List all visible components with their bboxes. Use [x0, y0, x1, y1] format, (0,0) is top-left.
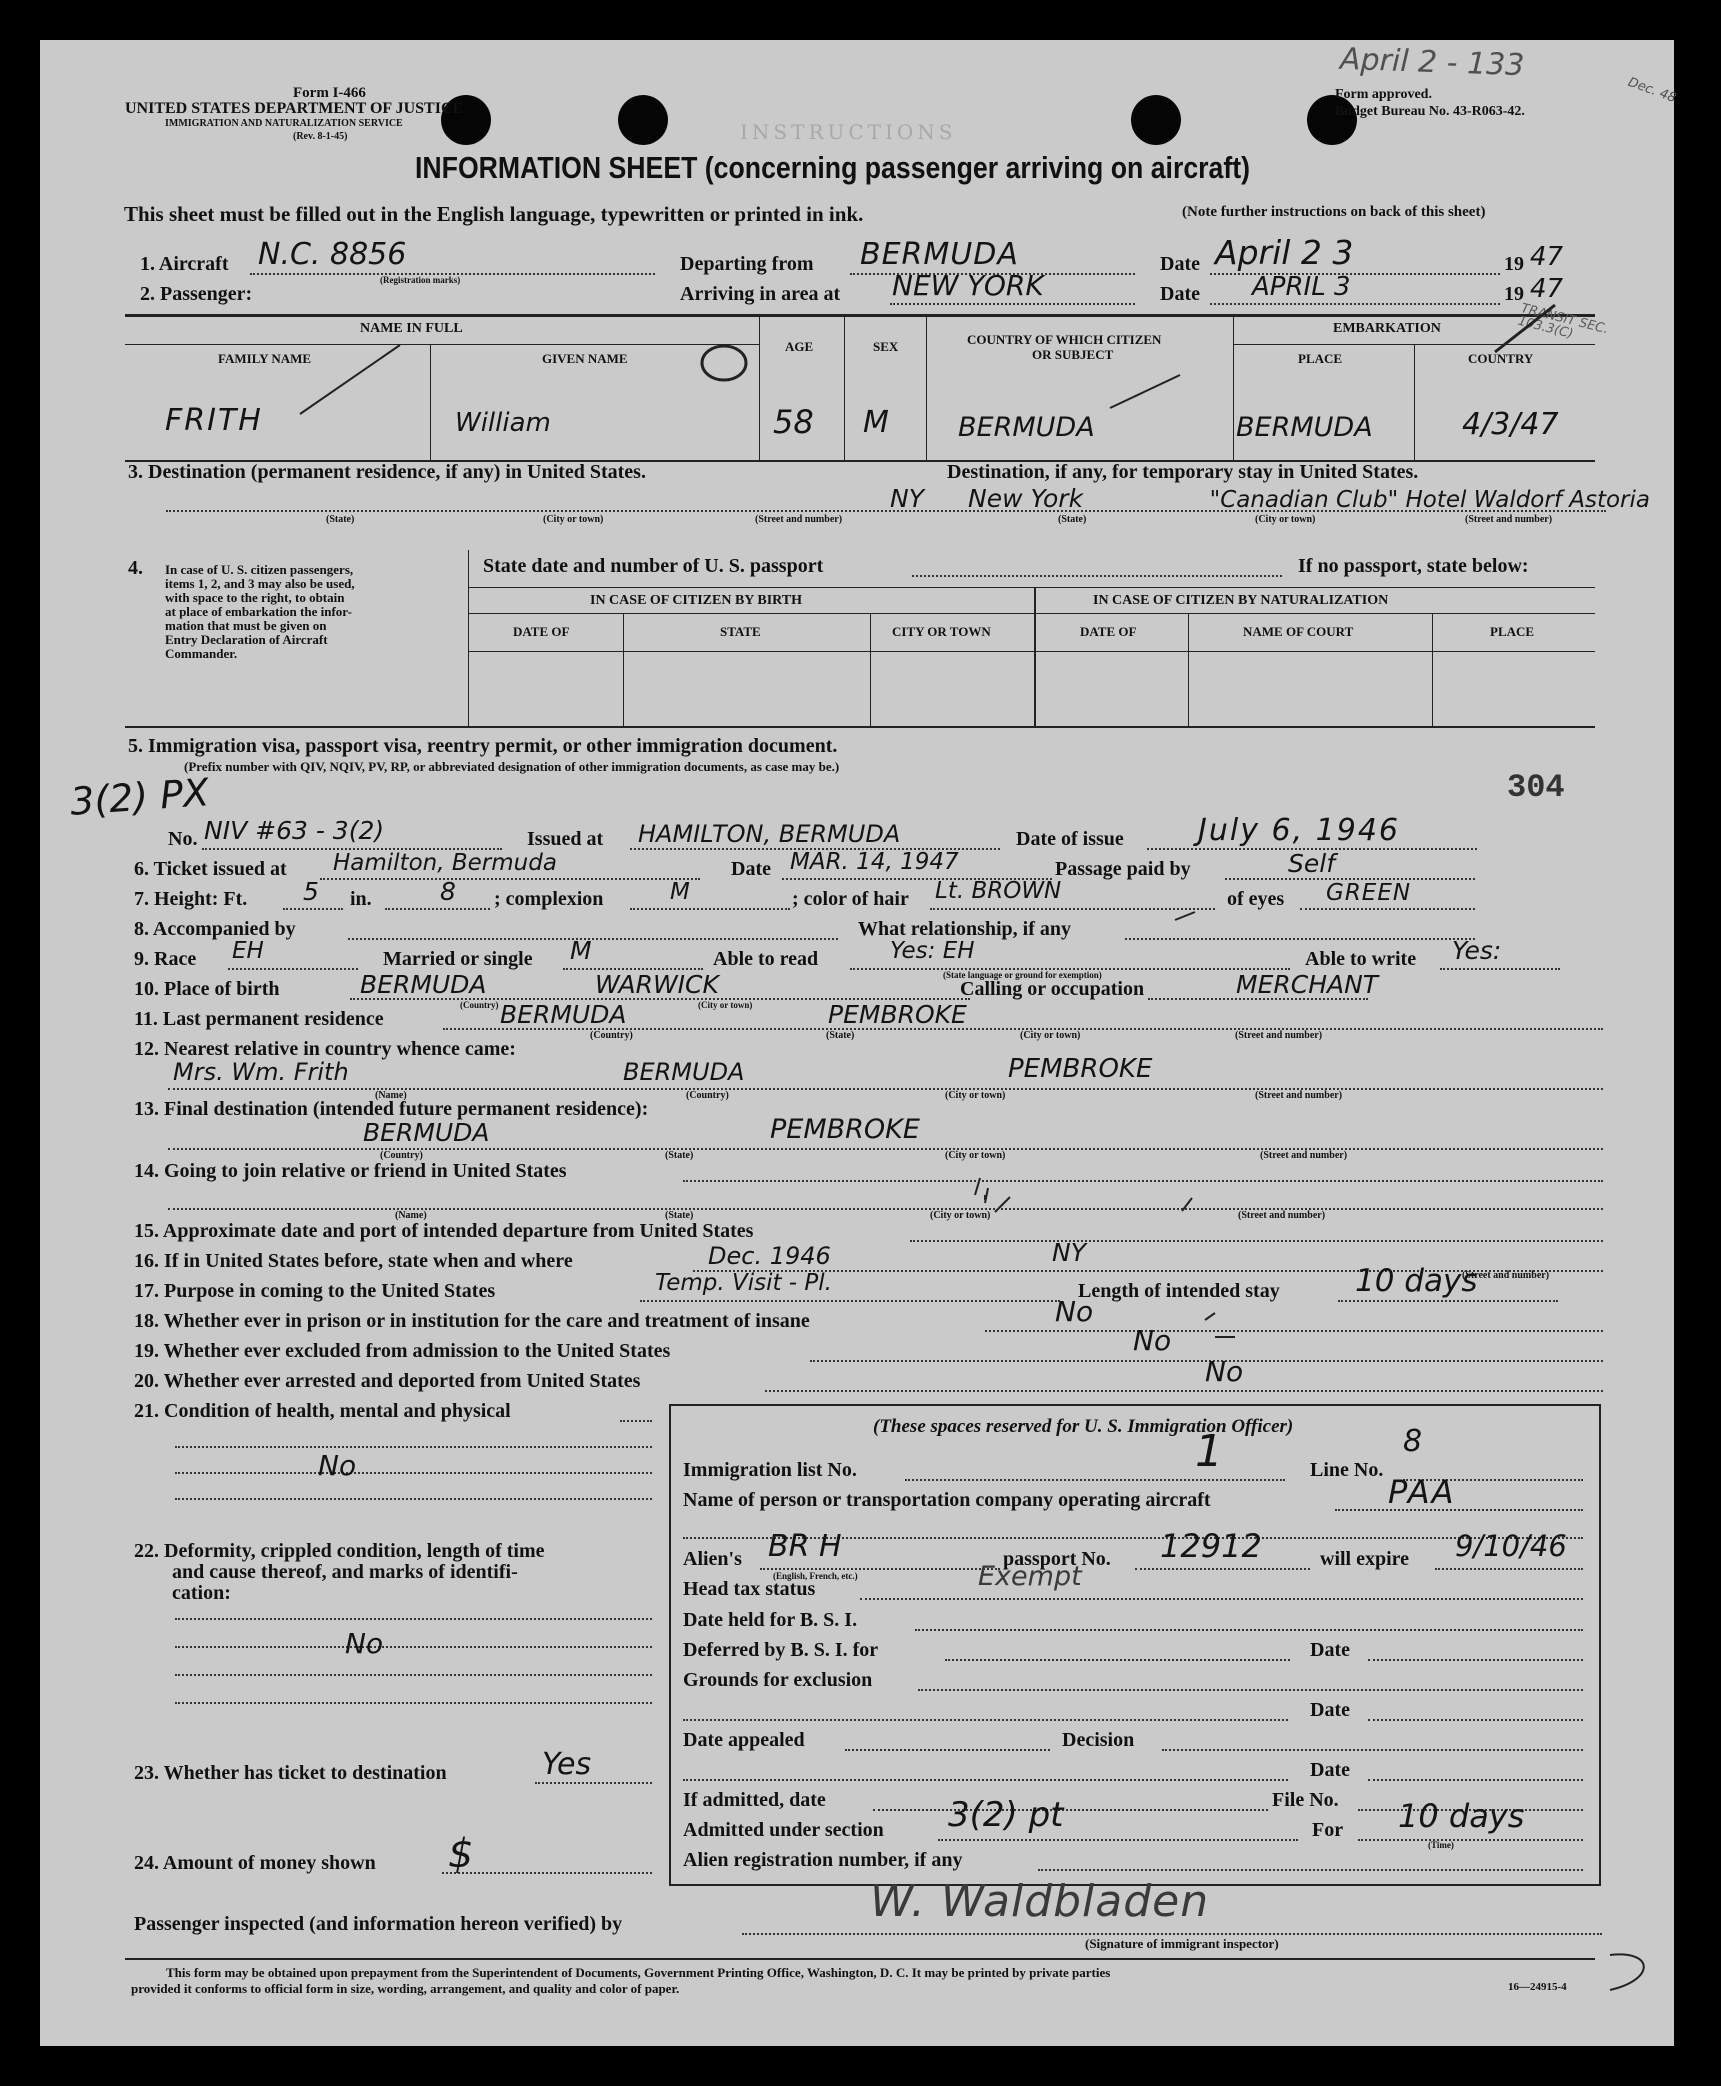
hdr-emb-date: COUNTRY: [1468, 351, 1534, 366]
hdr-country: COUNTRY OF WHICH CITIZEN: [967, 332, 1162, 347]
form-number: Form I-466: [293, 85, 366, 101]
hw-ticket-date[interactable]: MAR. 14, 1947: [790, 849, 959, 875]
label-year1: 19: [1504, 253, 1524, 275]
form-approved: Form approved.: [1335, 87, 1432, 102]
label-final-dest: 13. Final destination (intended future permanent residence):: [134, 1098, 649, 1120]
hw-rel-city[interactable]: PEMBROKE: [1008, 1054, 1153, 1084]
label-street: (Street and number): [1462, 1270, 1550, 1281]
hdr-citizen-birth: IN CASE OF CITIZEN BY BIRTH: [590, 593, 803, 608]
label-relationship: What relationship, if any: [858, 918, 1071, 940]
hw-aircraft[interactable]: N.C. 8856: [258, 237, 407, 272]
label-passport-no: passport No.: [1003, 1548, 1111, 1570]
label-eyes: of eyes: [1227, 888, 1285, 910]
label-hair: ; color of hair: [792, 888, 909, 910]
hdr-embark: EMBARKATION: [1333, 321, 1441, 336]
label-line-no: Line No.: [1310, 1459, 1384, 1481]
label-state: (State): [326, 514, 355, 525]
label-inspected: Passenger inspected (and information hereon verified) by: [134, 1913, 623, 1935]
hw-eyes[interactable]: GREEN: [1326, 880, 1412, 906]
label-ticket-date: Date: [731, 858, 771, 880]
hdr-state: STATE: [720, 624, 761, 639]
label-city: (City or town): [945, 1150, 1006, 1161]
print-number: 16—24915-4: [1508, 1981, 1567, 1993]
label-deformity: 22. Deformity, crippled condition, length of time and cause thereof, and marks of identifi- cation:: [134, 1540, 545, 1604]
label-name: (Name): [395, 1210, 427, 1221]
form-title: INFORMATION SHEET (concerning passenger arriving on aircraft): [415, 150, 1250, 185]
label-country: (Country): [590, 1030, 633, 1041]
hw-line-no[interactable]: 8: [1403, 1424, 1423, 1459]
label-date1: Date: [1160, 253, 1200, 275]
hw-doc-no[interactable]: NIV #63 - 3(2): [204, 816, 385, 845]
hw-emb-date[interactable]: 4/3/47: [1462, 407, 1559, 442]
hw-citizen[interactable]: BERMUDA: [958, 412, 1095, 443]
label-date-issue: Date of issue: [1016, 828, 1124, 850]
hw-emb-place[interactable]: BERMUDA: [1236, 412, 1373, 443]
label-grounds: Grounds for exclusion: [683, 1669, 873, 1691]
label-grounds-date: Date: [1310, 1699, 1350, 1721]
label-state: (State): [1058, 514, 1087, 525]
label-join: 14. Going to join relative or friend in United States: [134, 1160, 567, 1182]
officer-box-title: (These spaces reserved for U. S. Immigration Officer): [873, 1416, 1294, 1437]
hw-birth-city[interactable]: WARWICK: [595, 970, 719, 999]
label-expire: will expire: [1320, 1548, 1410, 1570]
hdr-date-of: DATE OF: [1080, 624, 1137, 639]
label-for: For: [1312, 1819, 1344, 1841]
label-purpose: 17. Purpose in coming to the United States: [134, 1280, 496, 1302]
hw-corner-note: Dec. 48: [1625, 74, 1679, 107]
hdr-place: PLACE: [1490, 624, 1535, 639]
hw-purpose[interactable]: Temp. Visit - Pl.: [655, 1270, 832, 1296]
label-departure: 15. Approximate date and port of intended departure from United States: [134, 1220, 754, 1242]
label-last-res: 11. Last permanent residence: [134, 1008, 384, 1030]
label-signature: (Signature of immigrant inspector): [1085, 1936, 1279, 1951]
hw-expire[interactable]: 9/10/46: [1455, 1529, 1567, 1563]
hw-excluded[interactable]: No: [1133, 1324, 1172, 1357]
hw-for-time[interactable]: 10 days: [1398, 1797, 1525, 1835]
label-street: (Street and number): [1465, 514, 1553, 525]
label-stay: Length of intended stay: [1078, 1280, 1280, 1302]
label-decision: Decision: [1062, 1729, 1135, 1751]
label-time: (Time): [1428, 1840, 1454, 1850]
label-appealed: Date appealed: [683, 1729, 805, 1751]
budget-bureau: Budget Bureau No. 43-R063-42.: [1335, 104, 1525, 119]
hw-ticket-dest[interactable]: Yes: [542, 1747, 592, 1782]
hdr-given: GIVEN NAME: [542, 351, 628, 366]
hw-money[interactable]: $: [448, 1831, 474, 1877]
label-head-tax: Head tax status: [683, 1578, 816, 1600]
hw-before[interactable]: Dec. 1946: [708, 1242, 831, 1270]
label-alien: Alien's: [683, 1548, 742, 1570]
hw-final-city[interactable]: PEMBROKE: [770, 1114, 920, 1145]
hw-date1[interactable]: April 2 3: [1215, 233, 1354, 272]
label-married: Married or single: [383, 948, 533, 970]
hw-married[interactable]: M: [570, 936, 592, 965]
label-city: (City or town): [543, 514, 604, 525]
label-company: Name of person or transportation company operating aircraft: [683, 1489, 1211, 1511]
stamp-304: 304: [1507, 769, 1565, 806]
hw-date2[interactable]: APRIL 3: [1252, 272, 1351, 302]
label-state: (State): [665, 1210, 694, 1221]
label-arrested: 20. Whether ever arrested and deported from United States: [134, 1370, 641, 1392]
hw-depart[interactable]: BERMUDA: [860, 237, 1019, 272]
hw-passport-no[interactable]: 12912: [1160, 1527, 1262, 1565]
label-no: No.: [168, 828, 198, 850]
hdr-citizen-nat: IN CASE OF CITIZEN BY NATURALIZATION: [1093, 593, 1389, 608]
label-ticket: 6. Ticket issued at: [134, 858, 287, 880]
hw-age[interactable]: 58: [773, 403, 814, 441]
label-paid-by: Passage paid by: [1055, 858, 1191, 880]
label-passenger: 2. Passenger:: [140, 283, 253, 305]
label-street: (Street and number): [1238, 1210, 1326, 1221]
label-read: Able to read: [713, 948, 819, 970]
label-occupation: Calling or occupation: [960, 978, 1145, 1000]
hw-ticket-at[interactable]: Hamilton, Bermuda: [333, 850, 557, 876]
hdr-name-full: NAME IN FULL: [360, 321, 463, 336]
label-date2: Date: [1160, 283, 1200, 305]
label-city: (City or town): [945, 1090, 1006, 1101]
note: (Note further instructions on back of this sheet): [1182, 204, 1486, 220]
hw-head-tax[interactable]: Exempt: [978, 1561, 1082, 1592]
label-4-block: In case of U. S. citizen passengers, items 1, 2, and 3 may also be used, with space to the right, to obtain at place of embarkation the infor- mation that must be given on Entry Declaration of Aircraft Commander.: [165, 562, 355, 661]
label-appealed-date: Date: [1310, 1759, 1350, 1781]
label-5b: (Prefix number with QIV, NQIV, PV, RP, or abbreviated designation of other immigration documents, as case may be.): [184, 759, 840, 774]
hw-sex[interactable]: M: [863, 405, 889, 440]
hw-arrested[interactable]: No: [1205, 1355, 1244, 1388]
label-section: Admitted under section: [683, 1819, 884, 1841]
label-country: (Country): [380, 1150, 423, 1161]
instructions: This sheet must be filled out in the English language, typewritten or printed in ink.: [124, 202, 864, 226]
label-city: (City or town): [1255, 514, 1316, 525]
hdr-subject: OR SUBJECT: [1032, 347, 1114, 362]
service: IMMIGRATION AND NATURALIZATION SERVICE: [165, 118, 403, 129]
hw-doc-issued[interactable]: HAMILTON, BERMUDA: [638, 820, 901, 848]
label-excluded: 19. Whether ever excluded from admission to the United States: [134, 1340, 671, 1362]
hw-doc-date[interactable]: July 6, 1946: [1198, 813, 1400, 848]
label-reg: (Registration marks): [380, 275, 461, 285]
hw-temp-state[interactable]: NY: [890, 484, 924, 513]
label-state: (State): [826, 1030, 855, 1041]
hw-health[interactable]: No: [318, 1449, 357, 1482]
hw-given[interactable]: William: [455, 408, 551, 438]
hw-margin-note: 3(2) PX: [68, 770, 211, 824]
label-deferred: Deferred by B. S. I. for: [683, 1639, 879, 1661]
hw-write[interactable]: Yes:: [1452, 936, 1502, 965]
label-eng: (English, French, etc.): [773, 1571, 858, 1581]
label-country: (Country): [686, 1090, 729, 1101]
label-list-no: Immigration list No.: [683, 1459, 857, 1481]
hw-signature: W. Waldbladen: [870, 1876, 1210, 1927]
hw-top-note: April 2 - 133: [1339, 41, 1525, 84]
hw-in[interactable]: 8: [440, 877, 456, 906]
hw-before-where[interactable]: NY: [1052, 1238, 1086, 1267]
label-5: 5. Immigration visa, passport visa, reentry permit, or other immigration document.: [128, 735, 838, 757]
label-passport-q: State date and number of U. S. passport: [483, 555, 824, 577]
label-state: (State): [665, 1150, 694, 1161]
label-birth: 10. Place of birth: [134, 978, 280, 1000]
label-street: (Street and number): [1260, 1150, 1348, 1161]
label-city: (City or town): [930, 1210, 991, 1221]
label-country: (Country): [460, 1000, 499, 1010]
label-year2: 19: [1504, 283, 1524, 305]
hw-year1[interactable]: 47: [1530, 242, 1564, 272]
label-issued: Issued at: [527, 828, 604, 850]
label-bsi: Date held for B. S. I.: [683, 1609, 858, 1631]
hw-prison[interactable]: No: [1055, 1295, 1094, 1328]
label-arrive: Arriving in area at: [680, 283, 841, 305]
revision: (Rev. 8-1-45): [293, 131, 348, 142]
label-lang: (State language or ground for exemption): [943, 970, 1102, 980]
hw-hair[interactable]: Lt. BROWN: [935, 878, 1062, 904]
hdr-place: PLACE: [1298, 351, 1343, 366]
label-prison: 18. Whether ever in prison or in institution for the care and treatment of insane: [134, 1310, 810, 1332]
hw-list-no[interactable]: 1: [1195, 1426, 1223, 1477]
label-complexion: ; complexion: [494, 888, 604, 910]
hdr-sex: SEX: [873, 339, 899, 354]
hw-ft[interactable]: 5: [303, 877, 319, 906]
hw-last-state[interactable]: PEMBROKE: [828, 1000, 967, 1029]
hw-race[interactable]: EH: [232, 938, 264, 964]
label-aircraft: 1. Aircraft: [140, 253, 229, 275]
hw-temp-street[interactable]: "Canadian Club" Hotel Waldorf Astoria: [1209, 487, 1650, 513]
bleed-through-text: INSTRUCTIONS: [740, 120, 957, 144]
hw-occupation[interactable]: MERCHANT: [1236, 970, 1379, 999]
label-race: 9. Race: [134, 948, 197, 970]
label-alien-reg: Alien registration number, if any: [683, 1849, 963, 1871]
hw-alien[interactable]: BR H: [768, 1529, 842, 1564]
transit-stamp: TRANSIT SEC. 103.3(C): [1516, 301, 1610, 342]
label-relative: 12. Nearest relative in country whence came:: [134, 1038, 516, 1060]
hw-deformity[interactable]: No: [345, 1627, 384, 1660]
hw-company[interactable]: PAA: [1388, 1473, 1456, 1511]
hw-temp-city[interactable]: New York: [968, 484, 1084, 513]
hw-stay[interactable]: 10 days: [1355, 1263, 1478, 1299]
hdr-city-town: CITY OR TOWN: [892, 624, 991, 639]
hw-section[interactable]: 3(2) pt: [948, 1795, 1064, 1835]
hw-rel-name[interactable]: Mrs. Wm. Frith: [173, 1058, 349, 1086]
label-accompanied: 8. Accompanied by: [134, 918, 296, 940]
label-height: 7. Height: Ft.: [134, 888, 248, 910]
label-no-passport: If no passport, state below:: [1298, 555, 1529, 577]
label-destination: 3. Destination (permanent residence, if any) in United States.: [128, 461, 646, 483]
label-temp-dest: Destination, if any, for temporary stay in United States.: [947, 461, 1419, 483]
label-admitted-date: If admitted, date: [683, 1789, 826, 1811]
label-write: Able to write: [1305, 948, 1417, 970]
hw-family[interactable]: FRITH: [165, 403, 263, 438]
label-money: 24. Amount of money shown: [134, 1852, 376, 1874]
hw-birth-country[interactable]: BERMUDA: [360, 970, 487, 999]
hw-year2[interactable]: 47: [1530, 274, 1564, 304]
footer-line1: This form may be obtained upon prepayment from the Superintendent of Documents, Government Printing Office, Washington, D. C. It may be printed by private parties: [166, 1965, 1111, 1980]
hw-rel-country[interactable]: BERMUDA: [623, 1058, 745, 1086]
label-street: (Street and number): [1235, 1030, 1323, 1041]
label-in: in.: [350, 888, 372, 910]
label-city: (City or town): [698, 1000, 753, 1010]
hdr-family: FAMILY NAME: [218, 351, 312, 366]
hw-last-country[interactable]: BERMUDA: [500, 1000, 627, 1029]
label-ticket-dest: 23. Whether has ticket to destination: [134, 1762, 447, 1784]
hw-read[interactable]: Yes: EH: [890, 938, 975, 964]
label-city: (City or town): [1020, 1030, 1081, 1041]
label-deferred-date: Date: [1310, 1639, 1350, 1661]
hw-arrive[interactable]: NEW YORK: [892, 269, 1044, 302]
hdr-age: AGE: [785, 339, 814, 354]
label-name: (Name): [375, 1090, 407, 1101]
label-depart: Departing from: [680, 253, 814, 275]
hdr-date-of: DATE OF: [513, 624, 570, 639]
label-before: 16. If in United States before, state when and where: [134, 1250, 573, 1272]
department: UNITED STATES DEPARTMENT OF JUSTICE: [125, 100, 464, 117]
footer-line2: provided it conforms to official form in size, wording, arrangement, and quality and color of paper.: [131, 1981, 680, 1996]
label-file-no: File No.: [1272, 1789, 1339, 1811]
label-street: (Street and number): [755, 514, 843, 525]
label-4-number: 4.: [128, 557, 143, 579]
label-street: (Street and number): [1255, 1090, 1343, 1101]
hw-final-country[interactable]: BERMUDA: [363, 1118, 490, 1147]
hw-complexion[interactable]: M: [670, 879, 690, 905]
label-health: 21. Condition of health, mental and physical: [134, 1400, 511, 1422]
hw-paid-by[interactable]: Self: [1288, 849, 1335, 878]
hdr-court: NAME OF COURT: [1243, 624, 1354, 639]
